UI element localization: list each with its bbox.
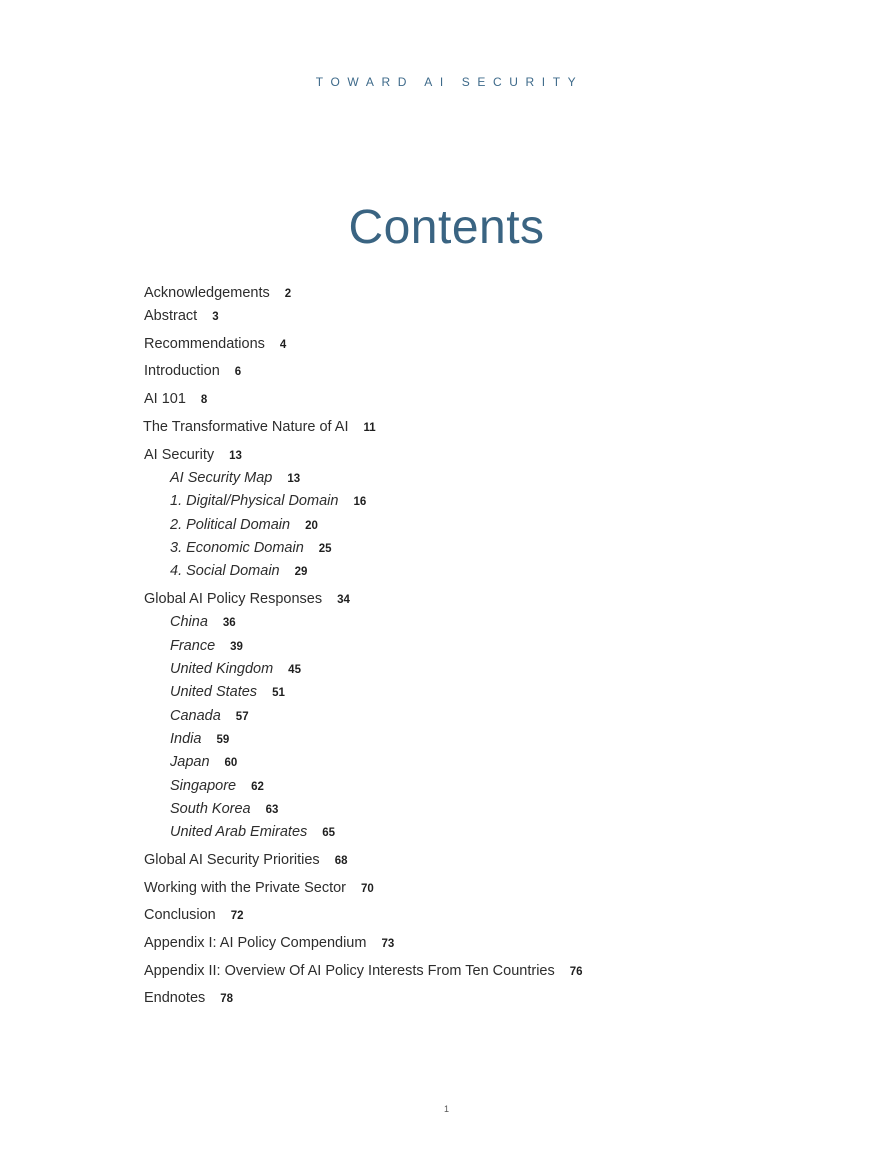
toc-entry-label: The Transformative Nature of AI <box>143 419 349 435</box>
toc-entry-page: 25 <box>318 543 332 555</box>
toc-entry-page: 70 <box>361 883 374 895</box>
toc-entry-page: 16 <box>353 496 367 508</box>
toc-subentry[interactable] <box>170 562 307 581</box>
toc-entry-page: 13 <box>229 450 242 462</box>
toc-entry-page: 76 <box>569 966 583 978</box>
toc-entry-label: Global AI Security Priorities <box>144 852 320 868</box>
toc-entry[interactable] <box>144 390 207 409</box>
toc-entry[interactable] <box>144 934 394 953</box>
toc-entry[interactable] <box>144 284 291 303</box>
toc-entry-page: 20 <box>305 520 318 532</box>
toc-entry-label: Recommendations <box>144 336 265 352</box>
toc-subentry[interactable] <box>170 823 335 842</box>
toc-entry-page: 68 <box>334 855 348 867</box>
toc-entry-label: France <box>170 638 216 654</box>
toc-entry-label: 2. Political Domain <box>170 517 291 533</box>
toc-subentry[interactable] <box>170 683 285 702</box>
toc-entry[interactable] <box>143 418 376 437</box>
toc-entry-label: Canada <box>170 708 221 724</box>
toc-entry-page: 3 <box>212 311 219 323</box>
toc-subentry[interactable] <box>170 469 300 488</box>
toc-entry-label: AI 101 <box>144 391 186 407</box>
toc-entry-label: Singapore <box>170 778 237 794</box>
toc-entry-page: 8 <box>200 394 208 406</box>
toc-entry-label: 4. Social Domain <box>170 563 280 579</box>
toc-subentry[interactable] <box>170 660 301 679</box>
toc-entry[interactable] <box>144 590 350 609</box>
toc-entry-label: Acknowledgements <box>144 285 270 301</box>
toc-entry-label: 3. Economic Domain <box>170 540 304 556</box>
toc-entry-label: South Korea <box>170 801 251 817</box>
toc-entry-page: 60 <box>224 757 238 769</box>
toc-entry[interactable] <box>144 335 286 354</box>
toc-subentry[interactable] <box>170 539 332 558</box>
toc-entry-label: AI Security <box>144 447 215 463</box>
toc-entry-page: 34 <box>337 594 350 606</box>
toc-entry-page: 11 <box>363 422 376 434</box>
toc-subentry[interactable] <box>170 730 229 749</box>
toc-subentry[interactable] <box>170 777 264 796</box>
toc-subentry[interactable] <box>170 800 278 819</box>
toc-entry-page: 4 <box>279 339 287 351</box>
toc-entry-page: 36 <box>222 617 236 629</box>
toc-subentry[interactable] <box>170 613 236 632</box>
toc-entry-label: AI Security Map <box>170 470 273 486</box>
toc-subentry[interactable] <box>170 492 366 511</box>
toc-subentry[interactable] <box>170 707 249 726</box>
toc-subentry[interactable] <box>170 516 318 535</box>
toc-entry[interactable] <box>144 962 583 981</box>
toc-entry[interactable] <box>144 362 241 381</box>
toc-entry-page: 59 <box>216 734 230 746</box>
toc-entry-label: Conclusion <box>144 907 216 923</box>
toc-entry-label: Abstract <box>144 308 198 324</box>
toc-entry-label: Global AI Policy Responses <box>144 591 323 607</box>
toc-subentry[interactable] <box>170 637 243 656</box>
toc-entry-label: 1. Digital/Physical Domain <box>170 493 339 509</box>
toc-entry-label: Japan <box>170 754 210 770</box>
toc-entry[interactable] <box>144 851 347 870</box>
toc-entry-page: 65 <box>322 827 336 839</box>
toc-entry-label: Appendix I: AI Policy Compendium <box>144 935 367 951</box>
toc-entry-label: Appendix II: Overview Of AI Policy Interests From Ten Countries <box>144 963 555 979</box>
toc-entry-label: Introduction <box>144 363 220 379</box>
toc-entry[interactable] <box>144 906 244 925</box>
toc-entry-page: 6 <box>234 366 242 378</box>
toc-entry-label: Endnotes <box>144 990 206 1006</box>
toc-entry[interactable] <box>144 879 374 898</box>
toc-entry-page: 29 <box>294 566 308 578</box>
toc-entry-page: 45 <box>288 664 301 676</box>
toc-entry-page: 57 <box>235 711 249 723</box>
page-number: 1 <box>443 1104 449 1114</box>
toc-entry-label: United States <box>170 684 258 700</box>
toc-entry[interactable] <box>144 446 242 465</box>
toc-entry-page: 2 <box>284 288 292 300</box>
toc-entry-page: 39 <box>230 641 243 653</box>
toc-entry-page: 51 <box>272 687 285 699</box>
toc-entry-label: United Kingdom <box>170 661 274 677</box>
toc-entry[interactable] <box>144 989 233 1008</box>
toc-entry-page: 13 <box>287 473 301 485</box>
toc-entry-page: 63 <box>265 804 279 816</box>
toc-entry-label: India <box>170 731 202 747</box>
toc-entry-page: 73 <box>381 938 395 950</box>
toc-subentry[interactable] <box>170 753 237 772</box>
toc-entry-label: China <box>170 614 208 630</box>
toc-entry[interactable] <box>144 307 219 326</box>
toc-entry-label: United Arab Emirates <box>170 824 308 840</box>
toc-entry-page: 72 <box>230 910 244 922</box>
toc-entry-page: 62 <box>251 781 264 793</box>
running-head: TOWARD AI SECURITY <box>315 75 584 89</box>
page-title: Contents <box>348 201 545 254</box>
toc-entry-page: 78 <box>220 993 234 1005</box>
toc-entry-label: Working with the Private Sector <box>144 880 347 896</box>
